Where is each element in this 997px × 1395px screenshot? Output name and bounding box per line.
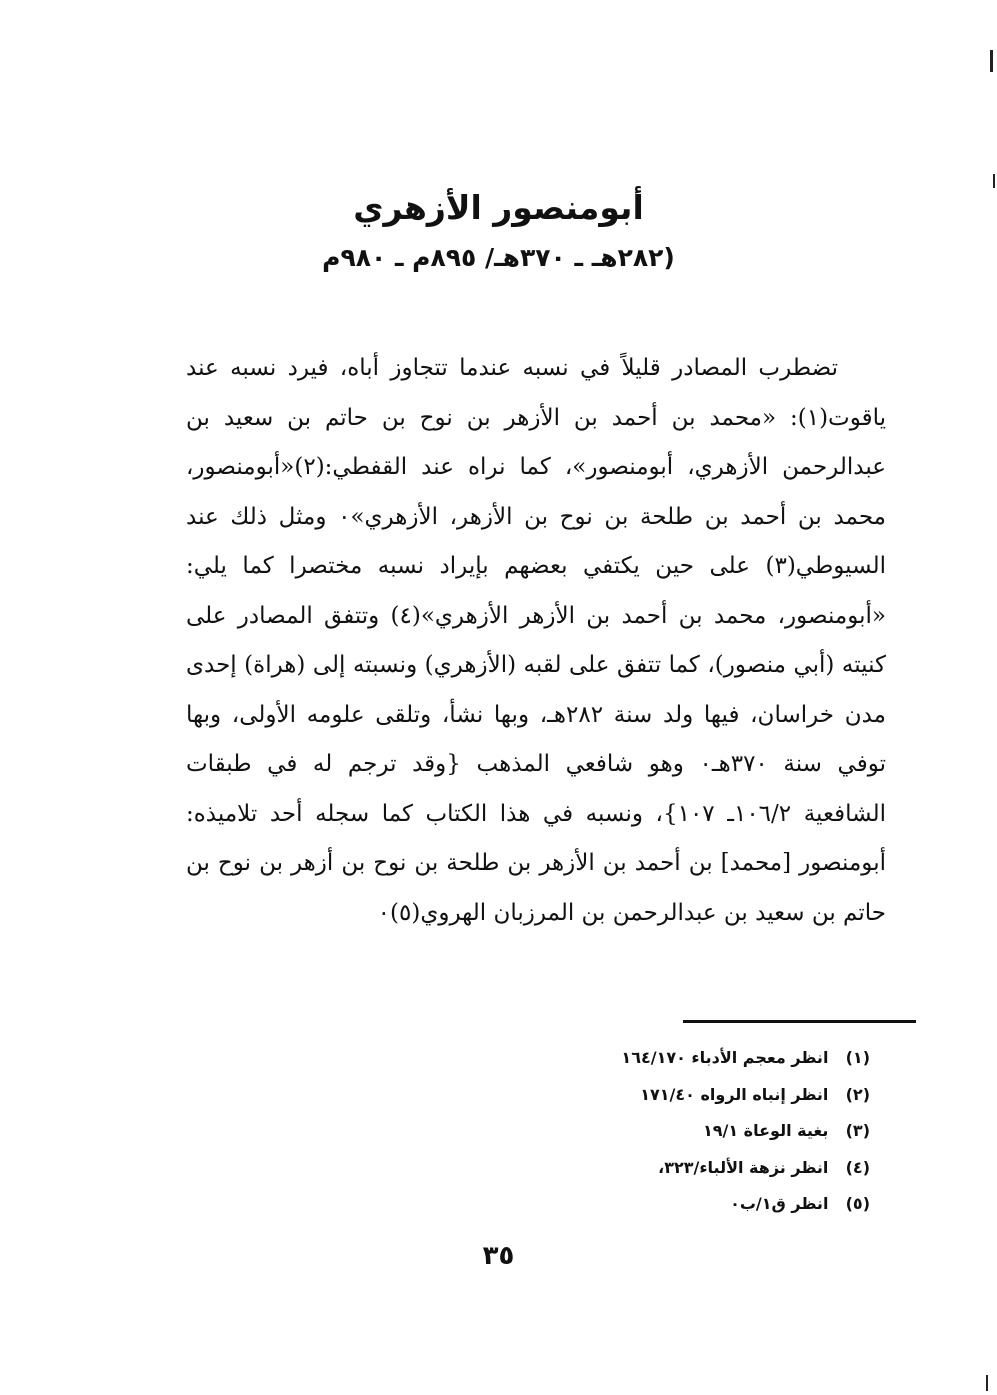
scan-artifact [993,174,995,188]
footnote-item [520,1150,870,1187]
footnote-number: (٥) [845,1194,870,1213]
footnote-text: انظر معجم الأدباء ١٦٤/١٧٠ [621,1048,829,1067]
scan-artifact [986,1375,988,1391]
body-paragraph: تضطرب المصادر قليلاً في نسبه عندما تتجاوز أباه، فيرد نسبه عند ياقوت(١): «محمد بن أحمد بن الأزهر بن نوح بن حاتم بن سعيد بن عبدالرحمن الأزهري، أبومنصور»، كما نراه عند القفطي:(٢)«أبومنصور، محمد بن أحمد بن طلحة بن نوح بن الأزهر، الأزهري»٠ ومثل ذلك عند السيوطي(٣) على حين يكتفي بعضهم بإيراد نسبه مختصرا كما يلي: «أبومنصور، محمد بن أحمد بن الأزهر الأزهري»(٤) وتتفق المصادر على كنيته (أبي منصور)، كما تتفق على لقبه (الأزهري) ونسبته إلى (هراة) إحدى مدن خراسان، فيها ولد سنة ٢٨٢هـ، وبها نشأ، وتلقى علومه الأولى، وبها توفي سنة ٣٧٠هـ٠ وهو شافعي المذهب {وقد ترجم له في طبقات الشافعية ١٠٦/٢ـ ١٠٧}، ونسبه في هذا الكتاب كما سجله أحد تلاميذه: أبومنصور [محمد] بن أحمد بن الأزهر بن طلحة بن نوح بن أزهر بن نوح بن حاتم بن سعيد بن عبدالرحمن بن المرزبان الهروي(٥)٠ [186,355,886,926]
scan-artifact [990,50,993,72]
footnote-item [520,1186,870,1223]
footnote-text: بغية الوعاة ١٩/١ [702,1121,829,1140]
footnote-item [520,1040,870,1077]
footnotes-list [520,1040,870,1223]
footnote-number: (٣) [845,1121,870,1140]
footnote-text: انظر إنباه الرواه ١٧١/٤٠ [640,1084,829,1104]
footnote-item [520,1077,870,1114]
body-text [186,344,886,938]
page-number: ٣٥ [482,1241,515,1271]
footnote-item [520,1113,870,1150]
footnote-number: (٢) [845,1084,870,1104]
footnote-number: (٤) [845,1157,870,1177]
footnote-text: انظر ق١/ب٠ [730,1194,829,1213]
footnote-number: (١) [845,1048,870,1067]
lifespan-dates: (٢٨٢هـ ـ ٣٧٠هـ/ ٨٩٥م ـ ٩٨٠م [322,243,675,272]
page-title: أبومنصور الأزهري [353,188,644,227]
footnote-text: انظر نزهة الألباء/٣٢٣، [658,1157,829,1177]
footnote-separator [683,1020,916,1023]
